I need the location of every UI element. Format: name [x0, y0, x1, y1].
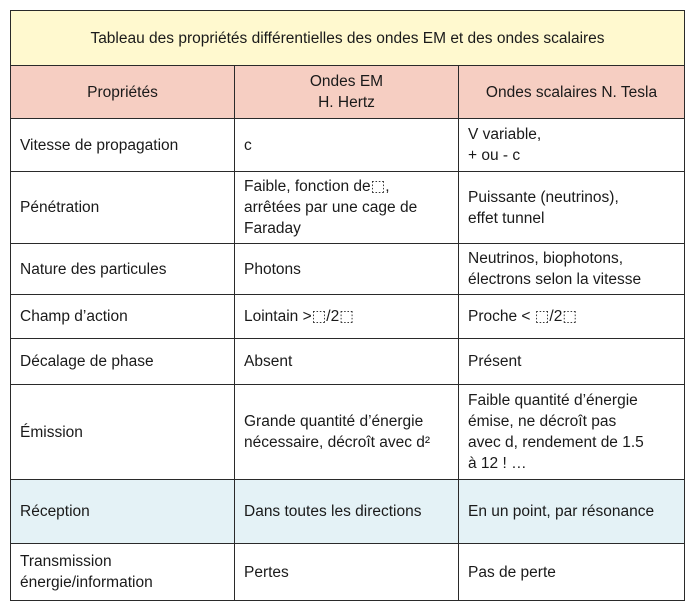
table-row-penetration	[11, 172, 685, 244]
cell-scalar: Puissante (neutrinos), effet tunnel	[459, 172, 685, 244]
cell-property: Décalage de phase	[11, 339, 235, 385]
table-row-speed	[11, 119, 685, 172]
table-row-range	[11, 295, 685, 339]
cell-em: Absent	[235, 339, 459, 385]
header-em-waves-line2: H. Hertz	[318, 94, 375, 111]
cell-property: Réception	[11, 480, 235, 544]
cell-scalar: Pas de perte	[459, 544, 685, 601]
table-row-particles	[11, 244, 685, 295]
table-row-transmission	[11, 544, 685, 601]
cell-scalar: Neutrinos, biophotons, électrons selon la vitesse	[459, 244, 685, 295]
cell-property: Nature des particules	[11, 244, 235, 295]
cell-property: Transmission énergie/information	[11, 544, 235, 601]
cell-em: Photons	[235, 244, 459, 295]
cell-property: Vitesse de propagation	[11, 119, 235, 172]
cell-property: Pénétration	[11, 172, 235, 244]
table-row-phase-shift	[11, 339, 685, 385]
cell-scalar: V variable, + ou - c	[459, 119, 685, 172]
cell-em: Lointain >⬚/2⬚	[235, 295, 459, 339]
cell-scalar: Faible quantité d’énergie émise, ne décroît pas avec d, rendement de 1.5 à 12 ! …	[459, 385, 685, 480]
title-row	[11, 11, 685, 66]
header-em-waves-line1: Ondes EM	[309, 73, 384, 90]
cell-em: Grande quantité d’énergie nécessaire, décroît avec d²	[235, 385, 459, 480]
header-properties: Propriétés	[11, 66, 235, 119]
header-scalar-waves: Ondes scalaires N. Tesla	[459, 66, 685, 119]
table-row-emission	[11, 385, 685, 480]
cell-property: Champ d’action	[11, 295, 235, 339]
cell-em: Faible, fonction de⬚, arrêtées par une cage de Faraday	[235, 172, 459, 244]
header-em-waves	[235, 66, 459, 119]
cell-em: c	[235, 119, 459, 172]
cell-property: Émission	[11, 385, 235, 480]
properties-table	[10, 10, 685, 601]
cell-em: Dans toutes les directions	[235, 480, 459, 544]
table-title: Tableau des propriétés différentielles des ondes EM et des ondes scalaires	[11, 11, 685, 66]
table-row-reception	[11, 480, 685, 544]
header-row	[11, 66, 685, 119]
cell-scalar: Proche < ⬚/2⬚	[459, 295, 685, 339]
cell-scalar: Présent	[459, 339, 685, 385]
cell-em: Pertes	[235, 544, 459, 601]
cell-scalar: En un point, par résonance	[459, 480, 685, 544]
